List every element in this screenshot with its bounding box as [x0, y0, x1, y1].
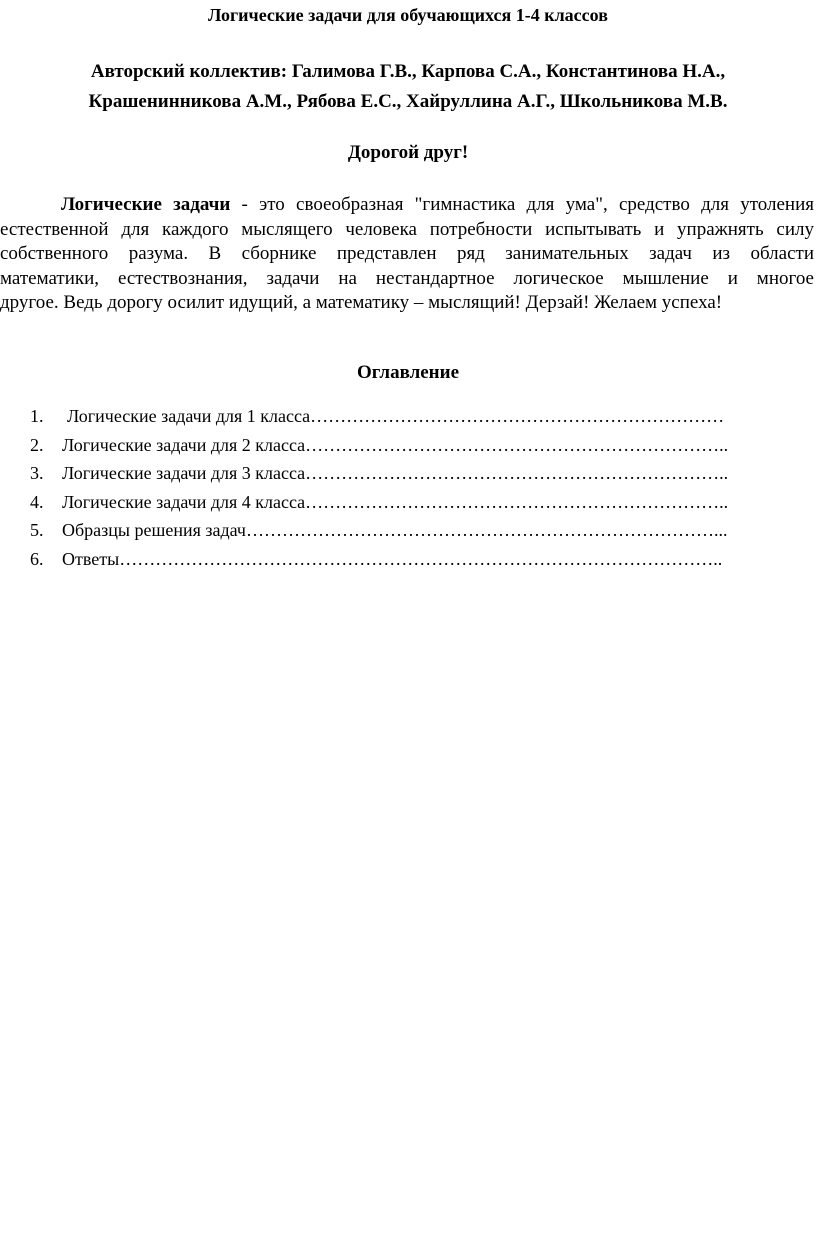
toc-item	[0, 431, 816, 460]
intro-paragraph	[0, 193, 814, 316]
intro-line-2: естественной для каждого мыслящего человека потребности испытывать и упражнять силу	[0, 218, 814, 240]
toc-item-text: Логические задачи для 3 класса……………………………………………………………..	[62, 463, 729, 483]
toc-item-number: 2.	[30, 434, 44, 455]
toc-item	[0, 516, 816, 545]
toc-item	[0, 459, 816, 488]
authors-line-1: Авторский коллектив: Галимова Г.В., Карпова С.А., Константинова Н.А.,	[90, 61, 726, 82]
table-of-contents	[0, 402, 816, 573]
toc-item-number: 4.	[30, 491, 44, 512]
authors-block	[30, 57, 786, 117]
toc-item-text: Логические задачи для 1 класса……………………………………………………………	[67, 406, 725, 426]
intro-term: Логические задачи	[61, 194, 231, 215]
intro-line-4: математики, естествознания, задачи на нестандартное логическое мышление и многое	[0, 267, 814, 289]
toc-item	[0, 402, 816, 431]
greeting-heading: Дорогой друг!	[347, 142, 469, 163]
toc-item-number: 3.	[30, 463, 44, 483]
intro-line-5: другое. Ведь дорогу осилит идущий, а математику – мыслящий! Дерзай! Желаем успеха!	[0, 292, 723, 313]
toc-item	[0, 488, 816, 517]
toc-item-text: Ответы………………………………………………………………………………………..	[62, 548, 723, 569]
intro-line-1	[0, 193, 814, 218]
document-title: Логические задачи для обучающихся 1-4 классов	[208, 5, 608, 25]
toc-item-text: Образцы решения задач……………………………………………………………………...	[62, 520, 728, 540]
toc-item-number: 6.	[30, 548, 44, 569]
toc-item-number: 5.	[30, 520, 44, 540]
intro-line-1-rest: - это своеобразная "гимнастика для ума", средство для утоления	[230, 194, 814, 215]
toc-item-text: Логические задачи для 2 класса……………………………………………………………..	[62, 434, 729, 455]
toc-item	[0, 545, 816, 574]
authors-line-2: Крашенинникова А.М., Рябова Е.С., Хайруллина А.Г., Школьникова М.В.	[88, 91, 728, 112]
toc-heading: Оглавление	[356, 362, 460, 383]
toc-item-text: Логические задачи для 4 класса……………………………………………………………..	[62, 491, 729, 512]
intro-line-3: собственного разума. В сборнике представлен ряд занимательных задач из области	[0, 243, 814, 264]
toc-item-number: 1.	[30, 406, 44, 426]
